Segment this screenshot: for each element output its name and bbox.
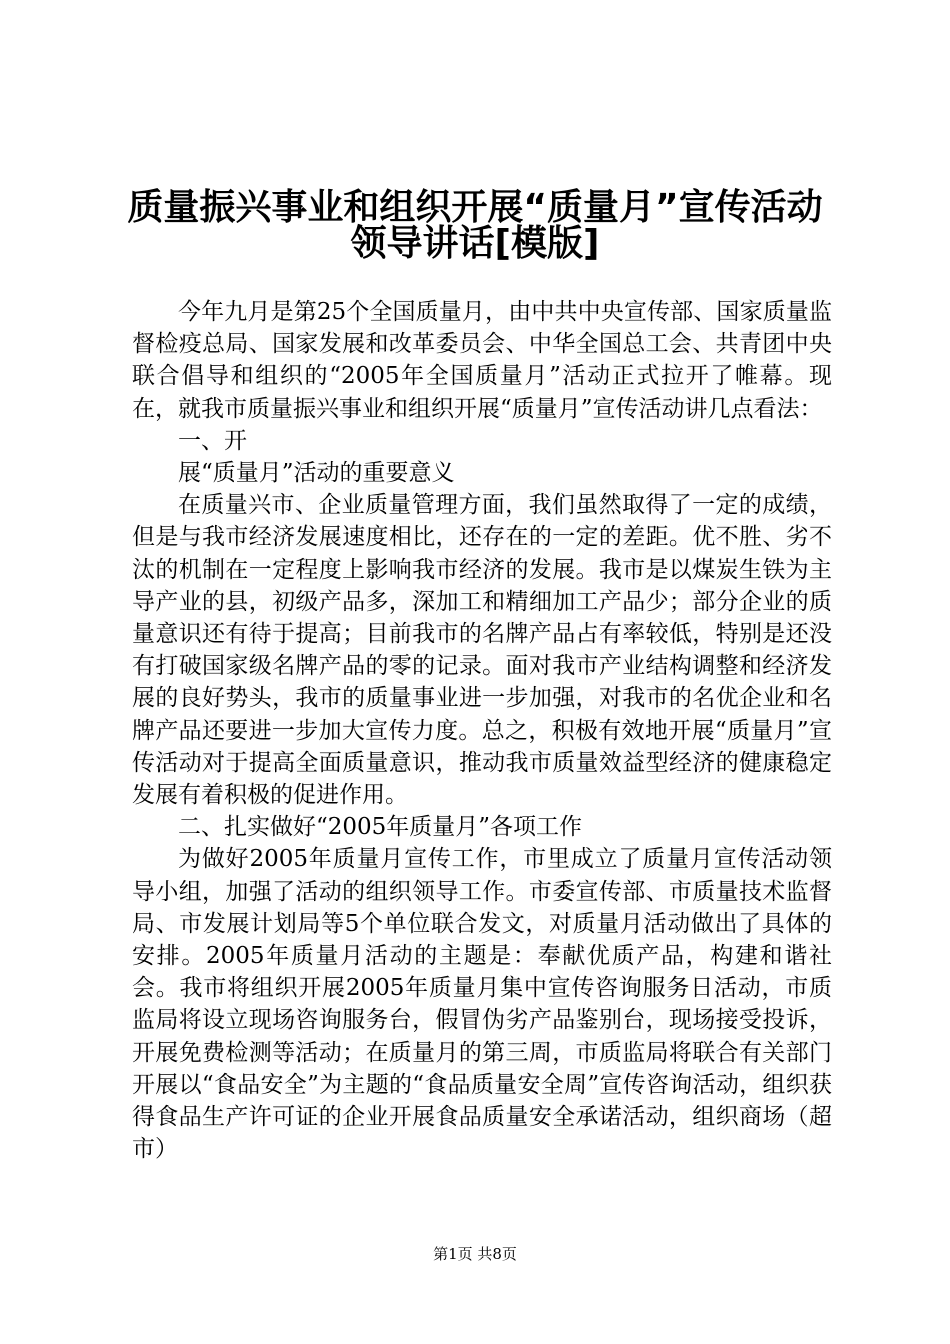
paragraph-significance: 在质量兴市、企业质量管理方面，我们虽然取得了一定的成绩，但是与我市经济发展速度相比，还存在的一定的差距。优不胜、劣不汰的机制在一定程度上影响我市经济的发展。我市是以煤炭生铁为主导产业的县，初级产品多，深加工和精细加工产品少；部分企业的质量意识还有待于提高；目前我市的名牌产品占有率较低，特别是还没有打破国家级名牌产品的零的记录。面对我市产业结构调整和经济发展的良好势头，我市的质量事业进一步加强，对我市的名优企业和名牌产品还要进一步加大宣传力度。总之，积极有效地开展“质量月”宣传活动对于提高全面质量意识，推动我市质量效益型经济的健康稳定发展有着积极的促进作用。 bbox=[132, 492, 832, 809]
paragraph-intro: 今年九月是第25个全国质量月，由中共中央宣传部、国家质量监督检疫总局、国家发展和改革委员会、中华全国总工会、共青团中央联合倡导和组织的“2005年全国质量月”活动正式拉开了帷幕。现在，就我市质量振兴事业和组织开展“质量月”宣传活动讲几点看法： bbox=[132, 299, 832, 422]
document-title-line-2: 领导讲话[模版] bbox=[350, 223, 600, 264]
section-heading-1-part-b: 展“质量月”活动的重要意义 bbox=[178, 460, 455, 487]
document-title-line-1: 质量振兴事业和组织开展“质量月”宣传活动 bbox=[127, 187, 823, 228]
section-heading-2: 二、扎实做好“2005年质量月”各项工作 bbox=[178, 814, 583, 841]
section-heading-1-part-a: 一、开 bbox=[178, 427, 247, 454]
document-body bbox=[132, 296, 832, 1165]
page-number-footer: 第1页 共8页 bbox=[433, 1245, 517, 1263]
paragraph-work-plan: 为做好2005年质量月宣传工作，市里成立了质量月宣传活动领导小组，加强了活动的组织领导工作。市委宣传部、市质量技术监督局、市发展计划局等5个单位联合发文，对质量月活动做出了具体的安排。2005年质量月活动的主题是：奉献优质产品，构建和谐社会。我市将组织开展2005年质量月集中宣传咨询服务日活动，市质监局将设立现场咨询服务台，假冒伪劣产品鉴别台，现场接受投诉，开展免费检测等活动；在质量月的第三周，市质监局将联合有关部门开展以“食品安全”为主题的“食品质量安全周”宣传咨询活动，组织获得食品生产许可证的企业开展食品质量安全承诺活动，组织商场（超市） bbox=[132, 846, 832, 1163]
